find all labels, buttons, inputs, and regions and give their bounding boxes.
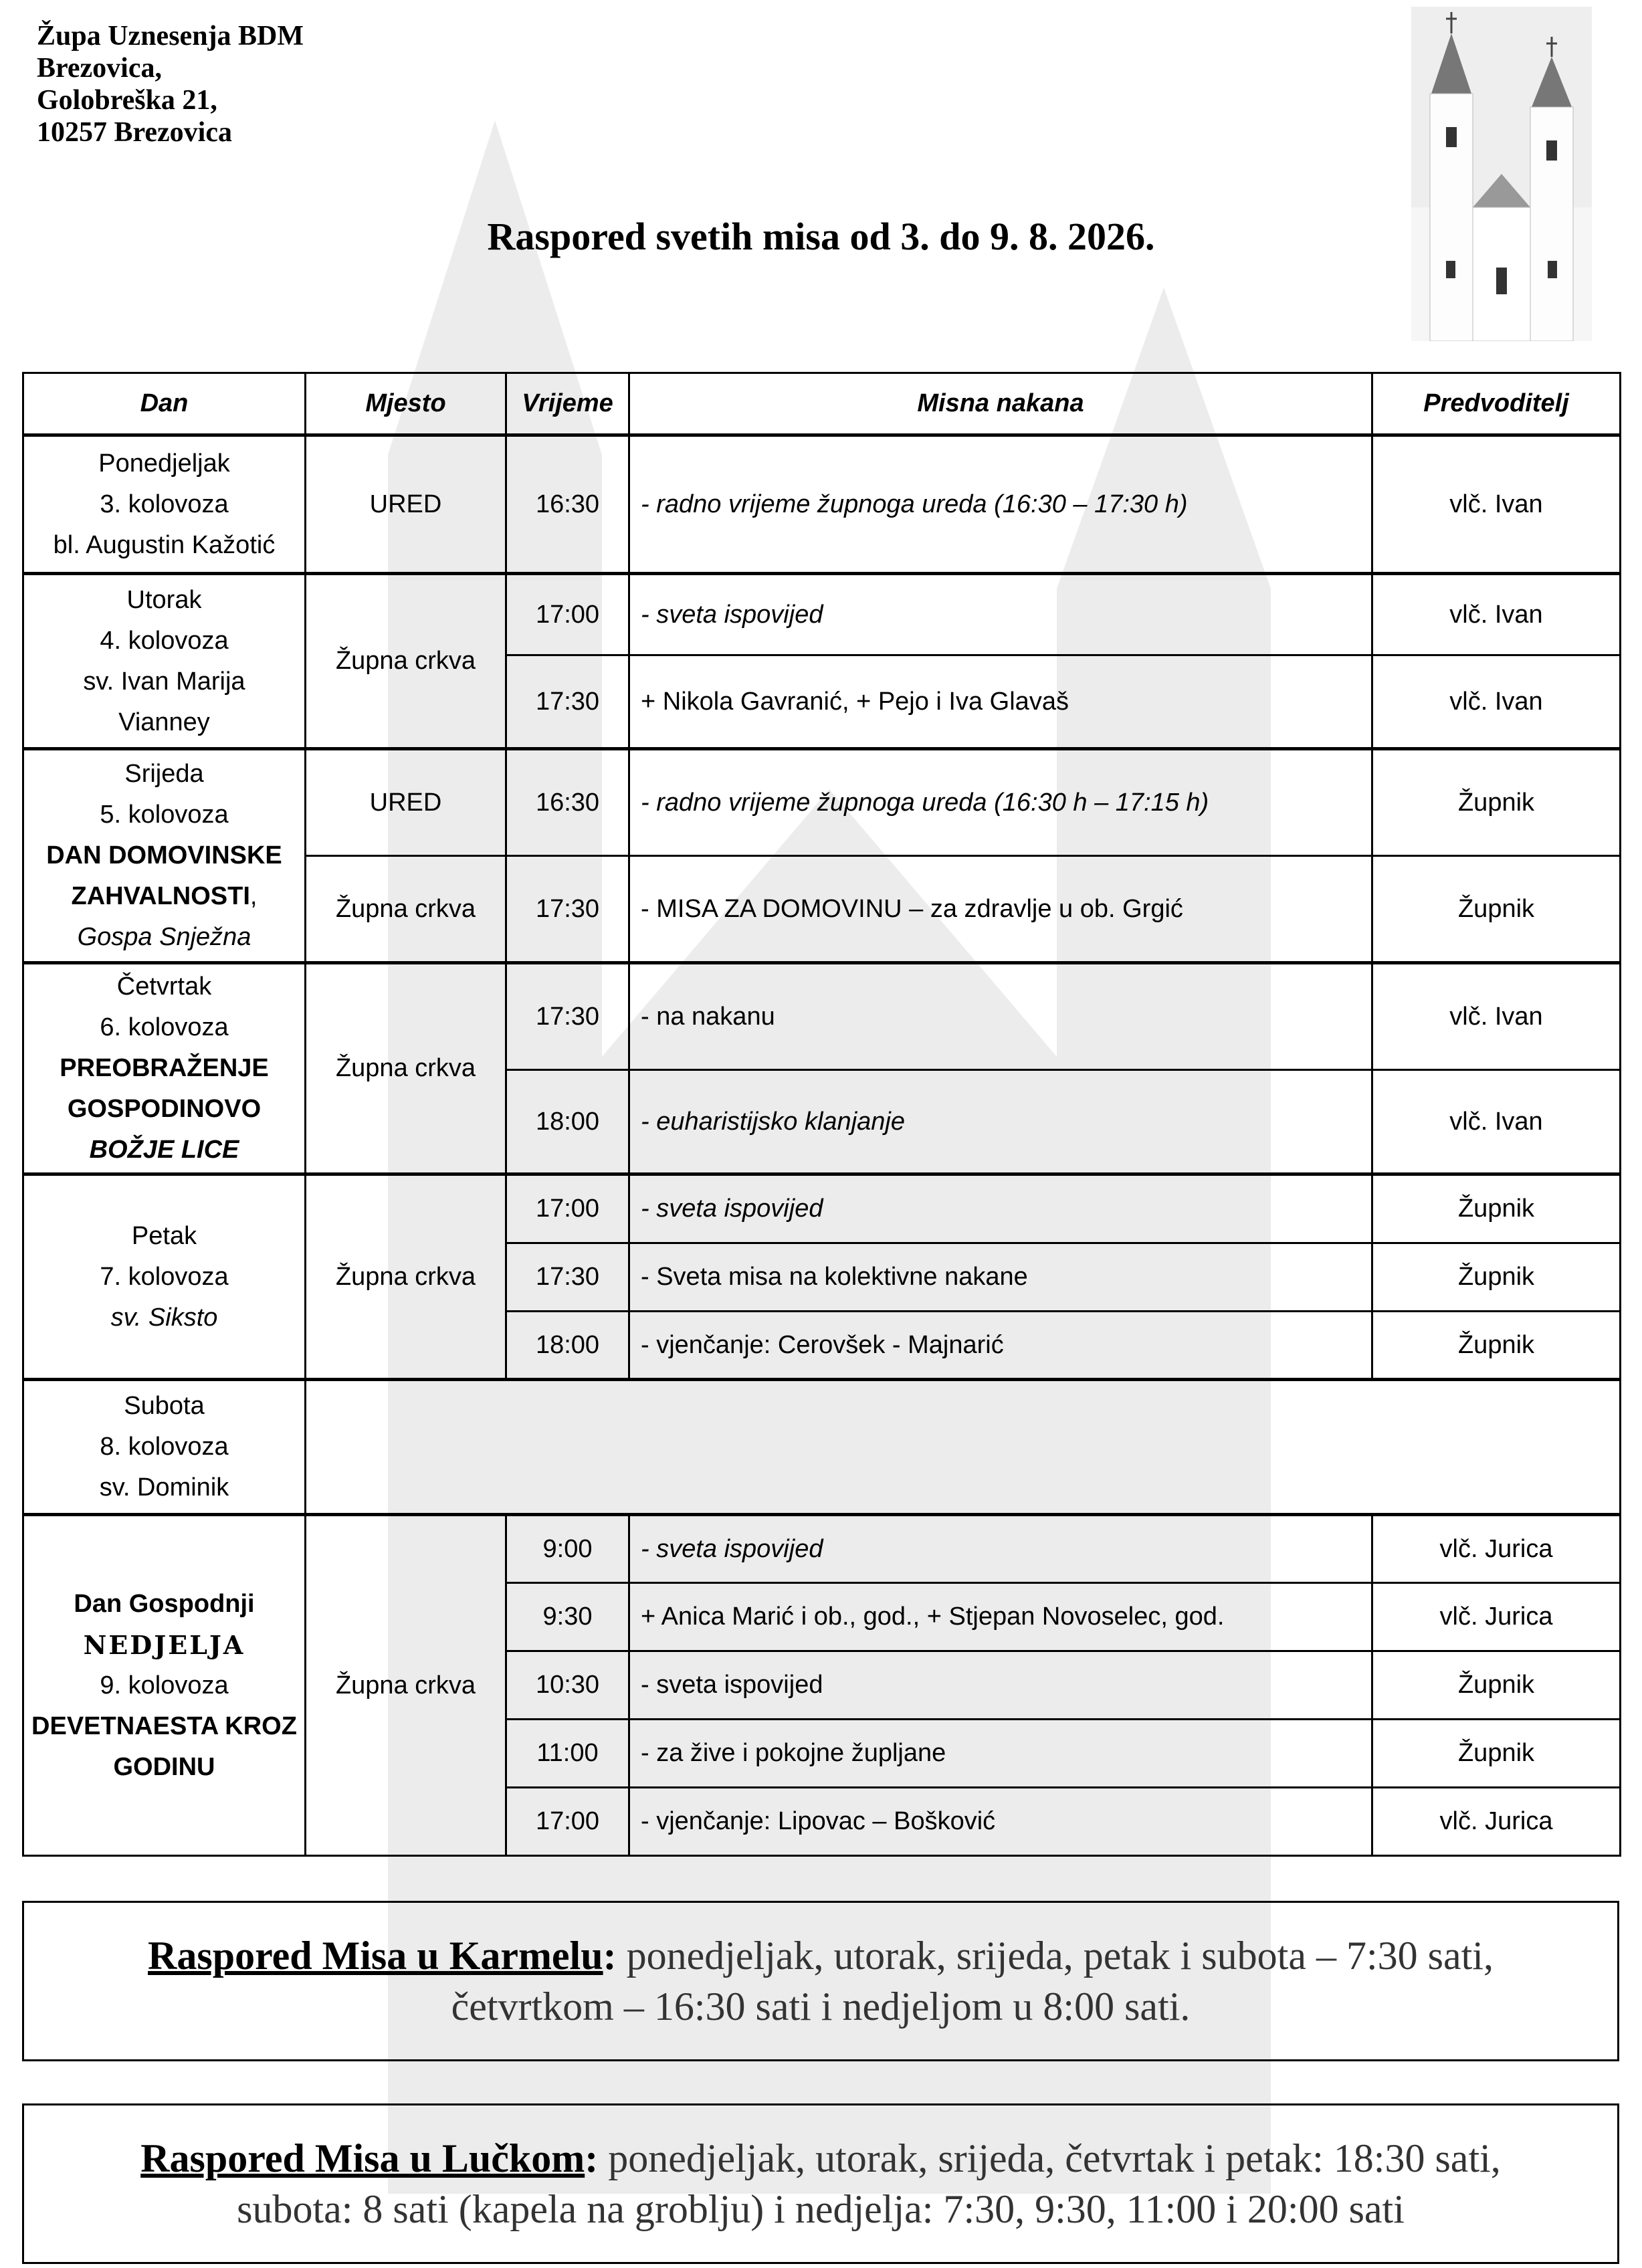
time-cell: 9:00: [506, 1515, 629, 1583]
celebrant-cell: vlč. Ivan: [1372, 435, 1621, 574]
celebrant-cell: vlč. Ivan: [1372, 655, 1621, 749]
luckom-text-line1: ponedjeljak, utorak, srijeda, četvrtak i petak: 18:30 sati,: [598, 2136, 1501, 2180]
table-row: [23, 1515, 1621, 1583]
table-row: [23, 1380, 1621, 1515]
time-cell: 16:30: [506, 749, 629, 856]
parish-address: [37, 20, 304, 148]
day-cell-saturday: Subota 8. kolovoza sv. Dominik: [23, 1380, 306, 1515]
intention-cell: - Sveta misa na kolektivne nakane: [629, 1243, 1372, 1312]
table-row: [23, 1174, 1621, 1243]
day-cell-sunday: Dan Gospodnji NEDJELJA 9. kolovoza DEVETNAESTA KROZ GODINU: [23, 1515, 306, 1856]
intention-cell: - radno vrijeme župnoga ureda (16:30 h – 17:15 h): [629, 749, 1372, 856]
place-cell: Župna crkva: [306, 856, 506, 963]
page-title: Raspored svetih misa od 3. do 9. 8. 2026.: [487, 215, 1155, 258]
celebrant-cell: vlč. Ivan: [1372, 574, 1621, 655]
table-header-row: [23, 373, 1621, 435]
table-row: [23, 435, 1621, 574]
time-cell: 18:00: [506, 1070, 629, 1174]
intention-cell: - na nakanu: [629, 963, 1372, 1070]
intention-cell: - vjenčanje: Cerovšek - Majnarić: [629, 1312, 1372, 1380]
time-cell: 11:00: [506, 1720, 629, 1788]
celebrant-cell: Župnik: [1372, 1720, 1621, 1788]
intention-cell: + Nikola Gavranić, + Pejo i Iva Glavaš: [629, 655, 1372, 749]
day-cell-wednesday: Srijeda 5. kolovoza DAN DOMOVINSKE ZAHVALNOSTI, Gospa Snježna: [23, 749, 306, 963]
place-cell: Župna crkva: [306, 1515, 506, 1856]
luckom-text-line2: subota: 8 sati (kapela na groblju) i nedjelja: 7:30, 9:30, 11:00 i 20:00 sati: [237, 2187, 1405, 2231]
celebrant-cell: Župnik: [1372, 856, 1621, 963]
luckom-mass-schedule-box: Raspored Misa u Lučkom: ponedjeljak, utorak, srijeda, četvrtak i petak: 18:30 sati, subota: 8 sati (kapela na groblju) i nedjelja: 7:30, 9:30, 11:00 i 20:00 sati: [22, 2103, 1619, 2264]
time-cell: 17:30: [506, 655, 629, 749]
time-cell: 17:00: [506, 574, 629, 655]
intention-cell: - euharistijsko klanjanje: [629, 1070, 1372, 1174]
celebrant-cell: vlč. Jurica: [1372, 1515, 1621, 1583]
karmel-label: Raspored Misa u Karmelu: [148, 1934, 603, 1978]
address-city: Brezovica,: [37, 53, 162, 84]
time-cell: 10:30: [506, 1651, 629, 1720]
time-cell: 17:00: [506, 1788, 629, 1856]
karmel-text-line1: ponedjeljak, utorak, srijeda, petak i subota – 7:30 sati,: [616, 1934, 1494, 1978]
column-header-celebrant: Predvoditelj: [1372, 373, 1621, 435]
table-row: [23, 749, 1621, 856]
day-cell-friday: Petak 7. kolovoza sv. Siksto: [23, 1174, 306, 1380]
intention-cell: - vjenčanje: Lipovac – Bošković: [629, 1788, 1372, 1856]
karmel-mass-schedule-box: Raspored Misa u Karmelu: ponedjeljak, utorak, srijeda, petak i subota – 7:30 sati, četvrtkom – 16:30 sati i nedjeljom u 8:00 sati.: [22, 1901, 1619, 2061]
intention-cell: - sveta ispovijed: [629, 1174, 1372, 1243]
celebrant-cell: Župnik: [1372, 1174, 1621, 1243]
day-cell-tuesday: Utorak 4. kolovoza sv. Ivan Marija Vianney: [23, 574, 306, 749]
address-postcode: 10257 Brezovica: [37, 117, 232, 148]
time-cell: 17:00: [506, 1174, 629, 1243]
celebrant-cell: Župnik: [1372, 1243, 1621, 1312]
time-cell: 17:30: [506, 963, 629, 1070]
column-header-intention: Misna nakana: [629, 373, 1372, 435]
time-cell: 17:30: [506, 856, 629, 963]
intention-cell: - sveta ispovijed: [629, 1515, 1372, 1583]
address-street: Golobreška 21,: [37, 85, 217, 116]
celebrant-cell: vlč. Ivan: [1372, 1070, 1621, 1174]
karmel-text-line2: četvrtkom – 16:30 sati i nedjeljom u 8:00 sati.: [451, 1984, 1191, 2029]
time-cell: 16:30: [506, 435, 629, 574]
intention-cell: - sveta ispovijed: [629, 574, 1372, 655]
parish-name: Župa Uznesenja BDM: [37, 21, 304, 51]
table-row: [23, 963, 1621, 1070]
place-cell: Župna crkva: [306, 1174, 506, 1380]
celebrant-cell: vlč. Jurica: [1372, 1583, 1621, 1651]
luckom-label: Raspored Misa u Lučkom: [140, 2136, 585, 2180]
time-cell: 17:30: [506, 1243, 629, 1312]
celebrant-cell: Župnik: [1372, 749, 1621, 856]
time-cell: 9:30: [506, 1583, 629, 1651]
column-header-day: Dan: [23, 373, 306, 435]
place-cell: URED: [306, 435, 506, 574]
place-cell: Župna crkva: [306, 963, 506, 1174]
place-cell: Župna crkva: [306, 574, 506, 749]
table-row: [23, 574, 1621, 655]
intention-cell: - sveta ispovijed: [629, 1651, 1372, 1720]
church-photo-logo: [1411, 7, 1592, 341]
celebrant-cell: vlč. Jurica: [1372, 1788, 1621, 1856]
celebrant-cell: Župnik: [1372, 1651, 1621, 1720]
empty-schedule-cell: [306, 1380, 1621, 1515]
day-cell-monday: Ponedjeljak 3. kolovoza bl. Augustin Kažotić: [23, 435, 306, 574]
intention-cell: + Anica Marić i ob., god., + Stjepan Novoselec, god.: [629, 1583, 1372, 1651]
time-cell: 18:00: [506, 1312, 629, 1380]
place-cell: URED: [306, 749, 506, 856]
column-header-time: Vrijeme: [506, 373, 629, 435]
intention-cell: - MISA ZA DOMOVINU – za zdravlje u ob. Grgić: [629, 856, 1372, 963]
intention-cell: - za žive i pokojne župljane: [629, 1720, 1372, 1788]
day-cell-thursday: Četvrtak 6. kolovoza PREOBRAŽENJE GOSPODINOVO BOŽJE LICE: [23, 963, 306, 1174]
intention-cell: - radno vrijeme župnoga ureda (16:30 – 17:30 h): [629, 435, 1372, 574]
celebrant-cell: Župnik: [1372, 1312, 1621, 1380]
column-header-place: Mjesto: [306, 373, 506, 435]
mass-schedule-table: [22, 372, 1621, 1857]
celebrant-cell: vlč. Ivan: [1372, 963, 1621, 1070]
